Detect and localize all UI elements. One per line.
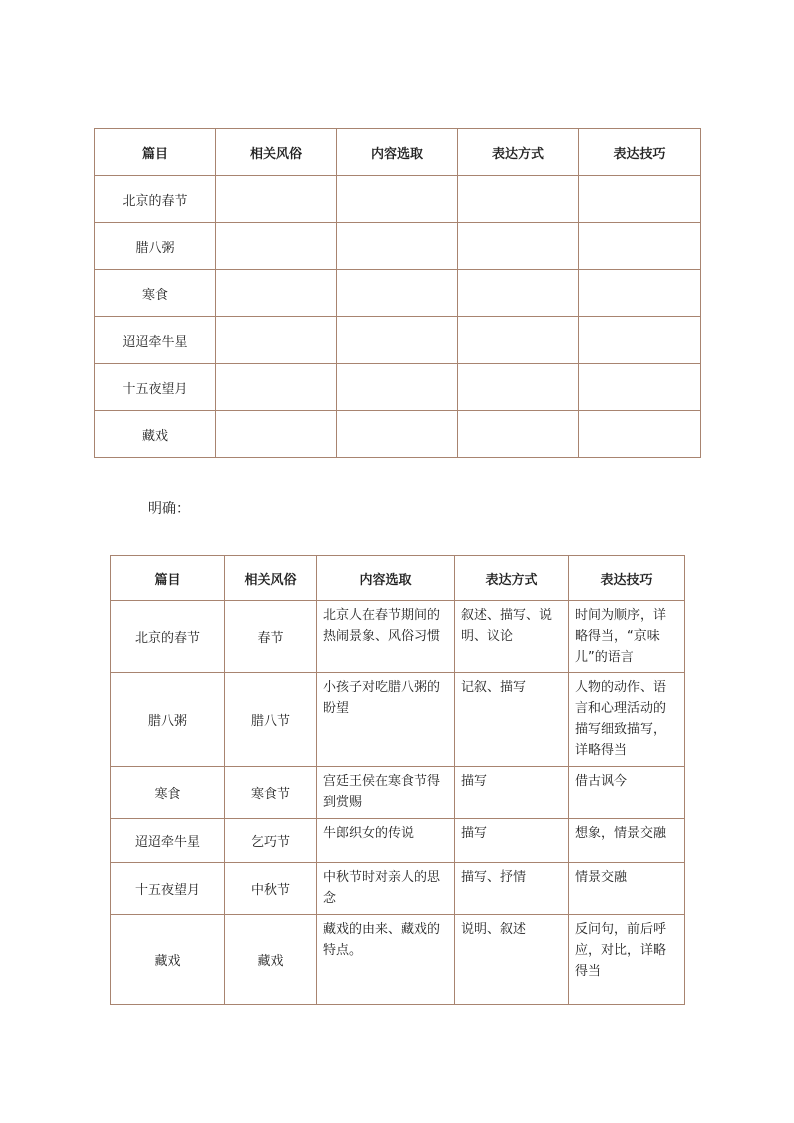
custom-cell: 腊八节 xyxy=(225,673,317,767)
empty-cell xyxy=(579,223,701,270)
empty-cell xyxy=(579,364,701,411)
empty-cell xyxy=(579,317,701,364)
technique-cell: 借古讽今 xyxy=(569,767,685,819)
title-cell: 迢迢牵牛星 xyxy=(111,819,225,863)
table-row xyxy=(111,673,685,767)
technique-cell: 想象，情景交融 xyxy=(569,819,685,863)
content-cell: 北京人在春节期间的热闹景象、风俗习惯 xyxy=(317,601,455,673)
custom-cell: 乞巧节 xyxy=(225,819,317,863)
empty-cell xyxy=(337,176,458,223)
table-row xyxy=(95,270,701,317)
custom-cell: 寒食节 xyxy=(225,767,317,819)
table-row xyxy=(111,819,685,863)
content-cell: 小孩子对吃腊八粥的盼望 xyxy=(317,673,455,767)
custom-cell: 中秋节 xyxy=(225,863,317,915)
blank-table xyxy=(94,128,701,458)
empty-cell xyxy=(458,176,579,223)
table-row xyxy=(111,601,685,673)
technique-cell: 人物的动作、语言和心理活动的描写细致描写，详略得当 xyxy=(569,673,685,767)
method-cell: 记叙、描写 xyxy=(455,673,569,767)
empty-cell xyxy=(337,270,458,317)
empty-cell xyxy=(216,364,337,411)
empty-cell xyxy=(458,223,579,270)
header-cell: 篇目 xyxy=(95,129,216,176)
title-cell: 十五夜望月 xyxy=(111,863,225,915)
title-cell: 十五夜望月 xyxy=(95,364,216,411)
title-cell: 迢迢牵牛星 xyxy=(95,317,216,364)
empty-cell xyxy=(337,411,458,458)
title-cell: 腊八粥 xyxy=(95,223,216,270)
empty-cell xyxy=(337,317,458,364)
answer-table-header-row xyxy=(111,556,685,601)
method-cell: 描写 xyxy=(455,819,569,863)
header-cell: 相关风俗 xyxy=(216,129,337,176)
title-cell: 腊八粥 xyxy=(111,673,225,767)
empty-cell xyxy=(579,176,701,223)
header-cell: 表达技巧 xyxy=(569,556,685,601)
title-cell: 藏戏 xyxy=(95,411,216,458)
content-cell: 牛郎织女的传说 xyxy=(317,819,455,863)
answer-label: 明确： xyxy=(148,501,190,517)
empty-cell xyxy=(216,223,337,270)
content-cell: 藏戏的由来、藏戏的特点。 xyxy=(317,915,455,1005)
title-cell: 寒食 xyxy=(95,270,216,317)
title-cell: 寒食 xyxy=(111,767,225,819)
empty-cell xyxy=(216,317,337,364)
table-row xyxy=(95,364,701,411)
technique-cell: 时间为顺序，详略得当，“京味儿”的语言 xyxy=(569,601,685,673)
empty-cell xyxy=(216,176,337,223)
table-row xyxy=(111,863,685,915)
content-cell: 宫廷王侯在寒食节得到赏赐 xyxy=(317,767,455,819)
method-cell: 叙述、描写、说明、议论 xyxy=(455,601,569,673)
empty-cell xyxy=(458,411,579,458)
title-cell: 北京的春节 xyxy=(95,176,216,223)
technique-cell: 反问句，前后呼应，对比，详略得当 xyxy=(569,915,685,1005)
empty-cell xyxy=(458,317,579,364)
method-cell: 描写、抒情 xyxy=(455,863,569,915)
custom-cell: 藏戏 xyxy=(225,915,317,1005)
empty-cell xyxy=(216,411,337,458)
blank-table-header-row xyxy=(95,129,701,176)
header-cell: 表达技巧 xyxy=(579,129,701,176)
table-row xyxy=(95,411,701,458)
header-cell: 篇目 xyxy=(111,556,225,601)
empty-cell xyxy=(337,364,458,411)
custom-cell: 春节 xyxy=(225,601,317,673)
empty-cell xyxy=(458,364,579,411)
empty-cell xyxy=(216,270,337,317)
header-cell: 内容选取 xyxy=(317,556,455,601)
empty-cell xyxy=(458,270,579,317)
method-cell: 说明、叙述 xyxy=(455,915,569,1005)
title-cell: 藏戏 xyxy=(111,915,225,1005)
header-cell: 相关风俗 xyxy=(225,556,317,601)
answer-table xyxy=(110,555,685,1005)
table-row xyxy=(95,176,701,223)
content-cell: 中秋节时对亲人的思念 xyxy=(317,863,455,915)
empty-cell xyxy=(579,411,701,458)
table-row xyxy=(95,317,701,364)
empty-cell xyxy=(579,270,701,317)
table-row xyxy=(111,767,685,819)
technique-cell: 情景交融 xyxy=(569,863,685,915)
header-cell: 表达方式 xyxy=(455,556,569,601)
table-row xyxy=(95,223,701,270)
table-row xyxy=(111,915,685,1005)
header-cell: 表达方式 xyxy=(458,129,579,176)
method-cell: 描写 xyxy=(455,767,569,819)
header-cell: 内容选取 xyxy=(337,129,458,176)
empty-cell xyxy=(337,223,458,270)
title-cell: 北京的春节 xyxy=(111,601,225,673)
